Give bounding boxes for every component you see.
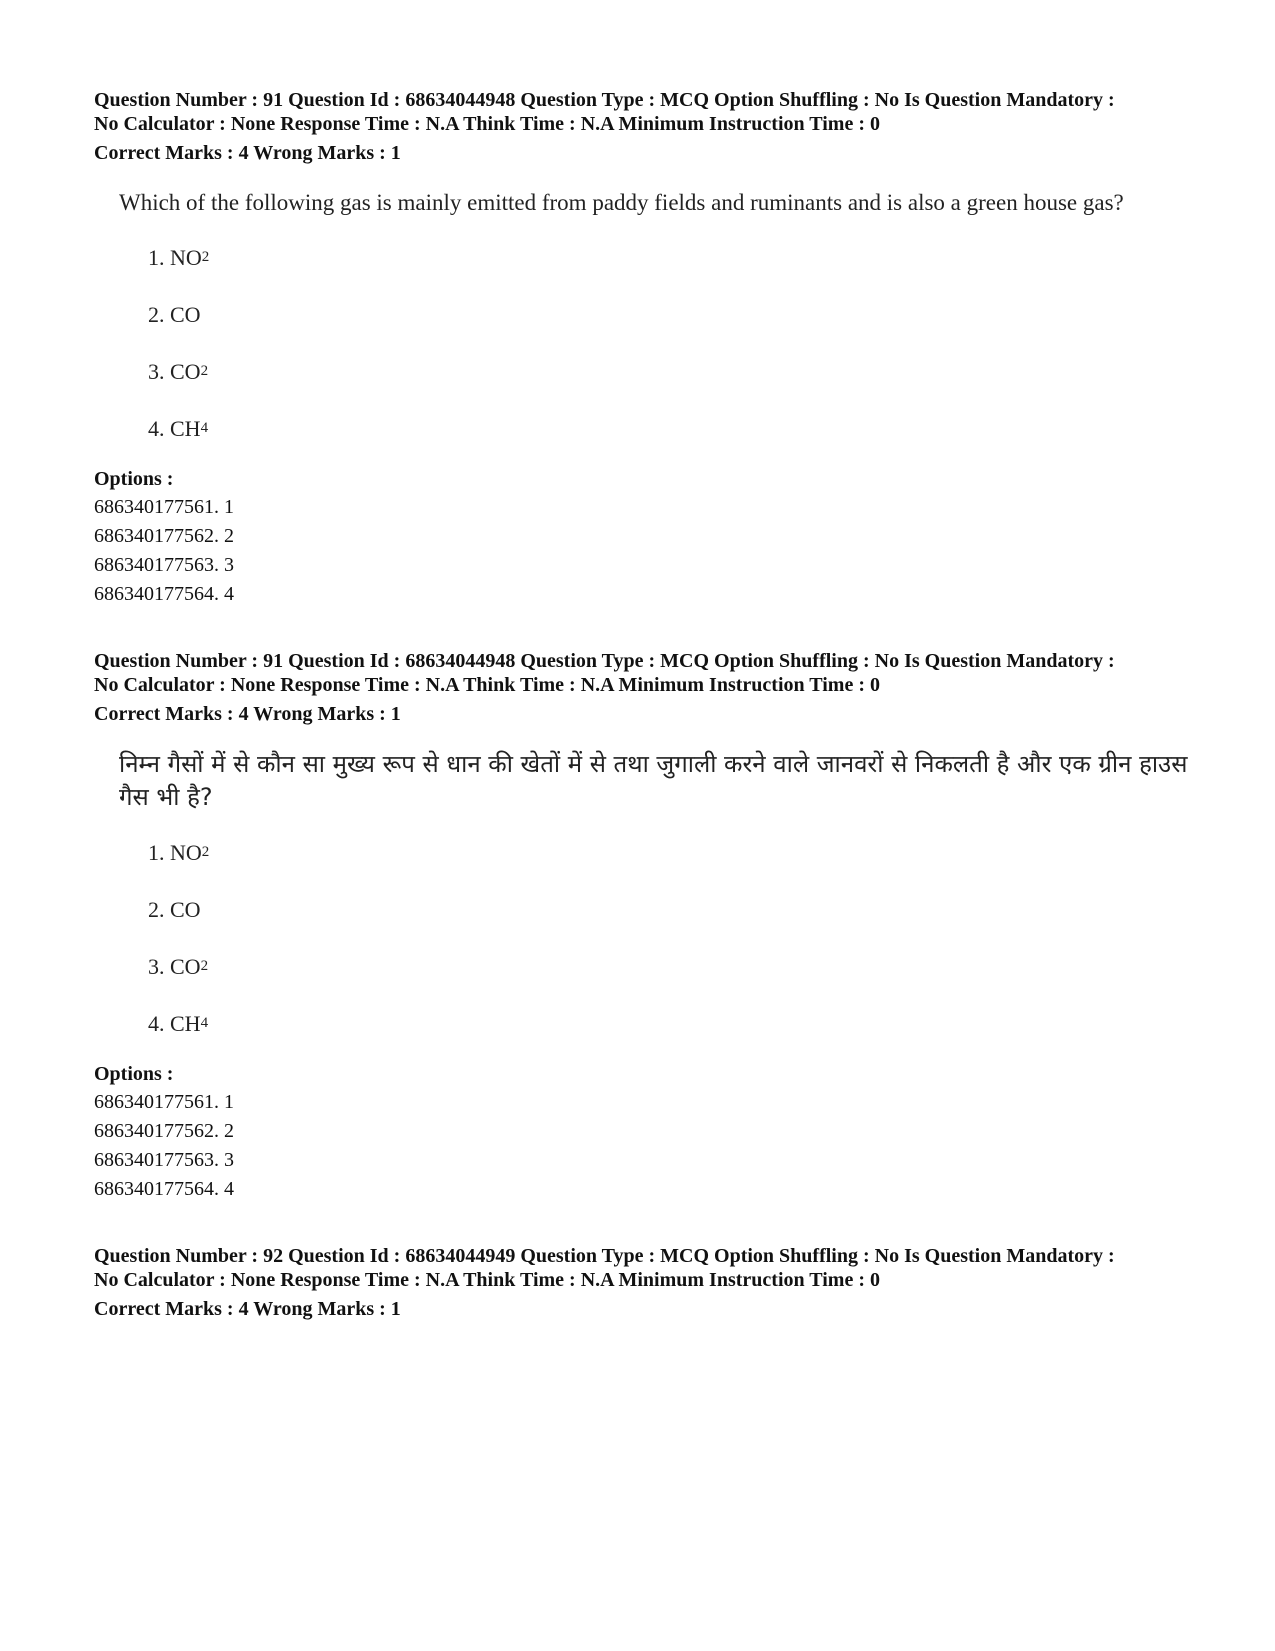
question-meta-line-1: Question Number : 91 Question Id : 68634044948 Question Type : MCQ Option Shuffling : No Is Question Mandatory :: [94, 89, 1115, 111]
question-marks: Correct Marks : 4 Wrong Marks : 1: [94, 1298, 401, 1320]
question-marks: Correct Marks : 4 Wrong Marks : 1: [94, 142, 401, 164]
answer-choice: 3. CO 2: [148, 953, 209, 979]
question-meta-line-2: No Calculator : None Response Time : N.A Think Time : N.A Minimum Instruction Time : 0: [94, 674, 880, 696]
option-id: 686340177563. 3: [94, 554, 234, 576]
option-id: 686340177564. 4: [94, 1178, 234, 1200]
answer-choice: 2. CO: [148, 301, 201, 327]
question-block: [94, 88, 1204, 609]
question-meta-line-2: No Calculator : None Response Time : N.A Think Time : N.A Minimum Instruction Time : 0: [94, 113, 880, 135]
answer-choices: [148, 229, 1204, 457]
question-meta-line-1: Question Number : 92 Question Id : 68634044949 Question Type : MCQ Option Shuffling : No Is Question Mandatory :: [94, 1245, 1115, 1267]
answer-choice: 1. NO 2: [148, 839, 210, 865]
question-text-hindi: निम्न गैसों में से कौन सा मुख्य रूप से धान की खेतों में से तथा जुगाली करने वाले जानवरों से निकलती है और एक ग्रीन हाउस गैस भी है?: [119, 750, 1188, 811]
options-heading: Options :: [94, 1063, 174, 1085]
question-block: [94, 1244, 1204, 1321]
answer-choice: 1. NO 2: [148, 244, 210, 270]
answer-choice: 2. CO: [148, 896, 201, 922]
answer-choices: [148, 824, 1204, 1052]
option-id: 686340177561. 1: [94, 1091, 234, 1113]
question-block: [94, 649, 1204, 1204]
answer-choice: 3. CO 2: [148, 358, 209, 384]
option-id: 686340177562. 2: [94, 525, 234, 547]
question-meta-line-1: Question Number : 91 Question Id : 68634044948 Question Type : MCQ Option Shuffling : No Is Question Mandatory :: [94, 650, 1115, 672]
question-text: Which of the following gas is mainly emitted from paddy fields and ruminants and is also a green house gas?: [119, 190, 1124, 215]
options-heading: Options :: [94, 468, 174, 490]
question-marks: Correct Marks : 4 Wrong Marks : 1: [94, 703, 401, 725]
option-id: 686340177561. 1: [94, 496, 234, 518]
option-id: 686340177564. 4: [94, 583, 234, 605]
answer-choice: 4. CH 4: [148, 415, 209, 441]
option-id: 686340177562. 2: [94, 1120, 234, 1142]
document-page: [94, 88, 1204, 1321]
option-id: 686340177563. 3: [94, 1149, 234, 1171]
question-meta-line-2: No Calculator : None Response Time : N.A Think Time : N.A Minimum Instruction Time : 0: [94, 1269, 880, 1291]
answer-choice: 4. CH 4: [148, 1010, 209, 1036]
